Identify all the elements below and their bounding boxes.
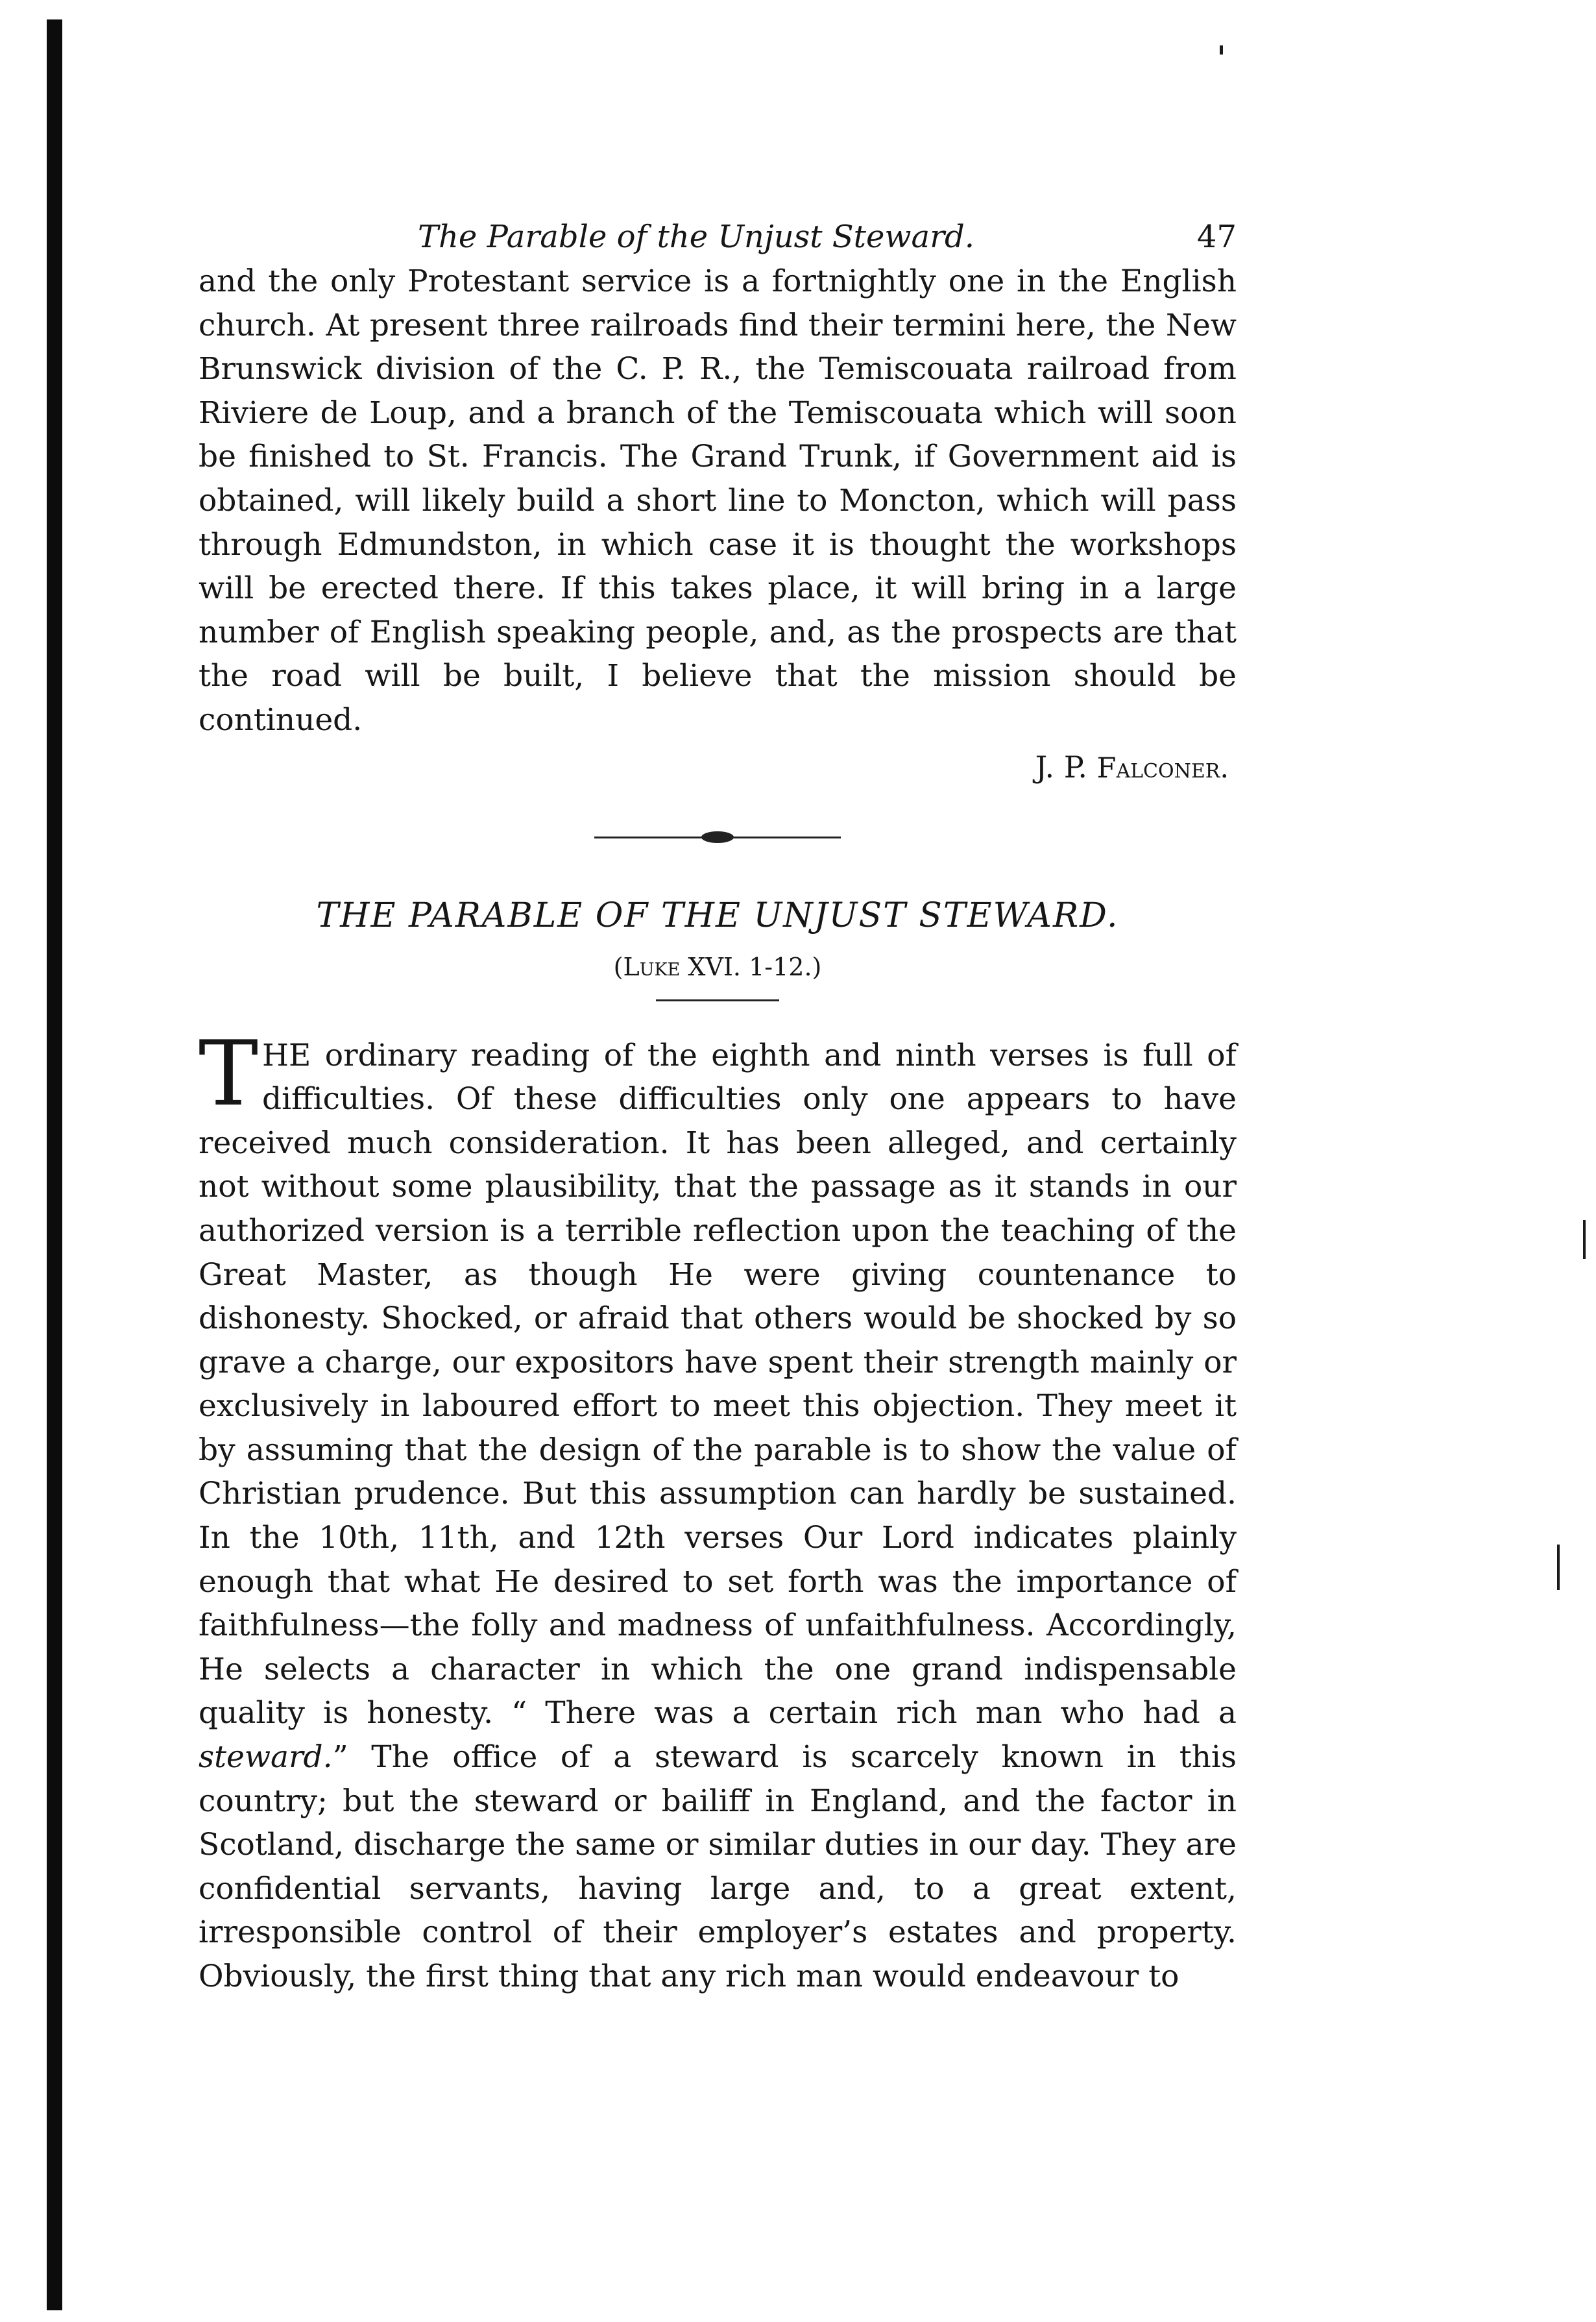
signature-initials: J. P.: [1035, 749, 1087, 785]
running-head: [199, 214, 1237, 260]
running-title: The Parable of the Unjust Steward.: [418, 219, 974, 255]
reference-book: Luke: [623, 952, 681, 981]
article-title: THE PARABLE OF THE UNJUST STEWARD.: [316, 896, 1119, 935]
drop-cap: T: [199, 1021, 259, 1126]
scripture-reference: [199, 947, 1237, 986]
scan-speck: [1583, 1220, 1586, 1259]
signature: [199, 745, 1237, 790]
page-number: 47: [1196, 219, 1237, 255]
article-body-part-1: HE ordinary reading of the eighth and ninth verses is full of difficulties. Of these difficulties only one appears to have received much consideration. It has been alleged, and certainly not without some plausibility, that the passage as it stands in our authorized version is a terrible reflection upon the teaching of the Great Master, as though He were giving countenance to dishonesty. Shocked, or afraid that others would be shocked by so grave a charge, our expositors have spent their strength mainly or exclusively in laboured effort to meet this objection. They meet it by assuming that the design of the parable is to show the value of Christian prudence. But this assumption can hardly be sustained. In the 10th, 11th, and 12th verses Our Lord indicates plainly enough that what He desired to set forth was the importance of faithfulness—the folly and madness of unfaithfulness. Accordingly, He selects a character in which the one grand indispensable quality is honesty. “ There was a certain rich man who had a: [199, 1037, 1237, 1731]
continued-paragraph: and the only Protestant service is a fortnightly one in the English church. At present three railroads find their termini here, the New Brunswick division of the C. P. R., the Temiscouata railroad from Riviere de Loup, and a branch of the Temiscouata which will soon be finished to St. Francis. The Grand Trunk, if Government aid is obtained, will likely build a short line to Moncton, which will pass through Edmundston, in which case it is thought the workshops will be erected there. If this takes place, it will bring in a large number of English speaking people, and, as the prospects are that the road will be built, I believe that the mission should be continued.: [199, 263, 1237, 738]
page-column: [199, 214, 1237, 1999]
article-body-part-2: ” The office of a steward is scarcely known in this country; but the steward or bailiff in England, and the factor in Scotland, discharge the same or similar duties in our day. They are confidential servants, having large and, to a great extent, irresponsible control of their employer’s estates and property. Obviously, the first thing that any rich man would endeavour to: [199, 1739, 1237, 1994]
scan-binding-edge: [47, 19, 62, 2310]
reference-open: (: [613, 952, 623, 981]
article-body: [199, 1021, 1237, 1999]
reference-rest: XVI. 1-12.): [680, 952, 822, 981]
ornament-center: [701, 831, 734, 843]
scan-speck: [1220, 45, 1223, 55]
ornament-divider: [594, 822, 841, 854]
scan-speck: [1557, 1545, 1560, 1590]
article-italic-word: steward.: [199, 1739, 333, 1776]
short-rule: [656, 999, 779, 1001]
signature-surname: Falconer.: [1096, 752, 1229, 785]
